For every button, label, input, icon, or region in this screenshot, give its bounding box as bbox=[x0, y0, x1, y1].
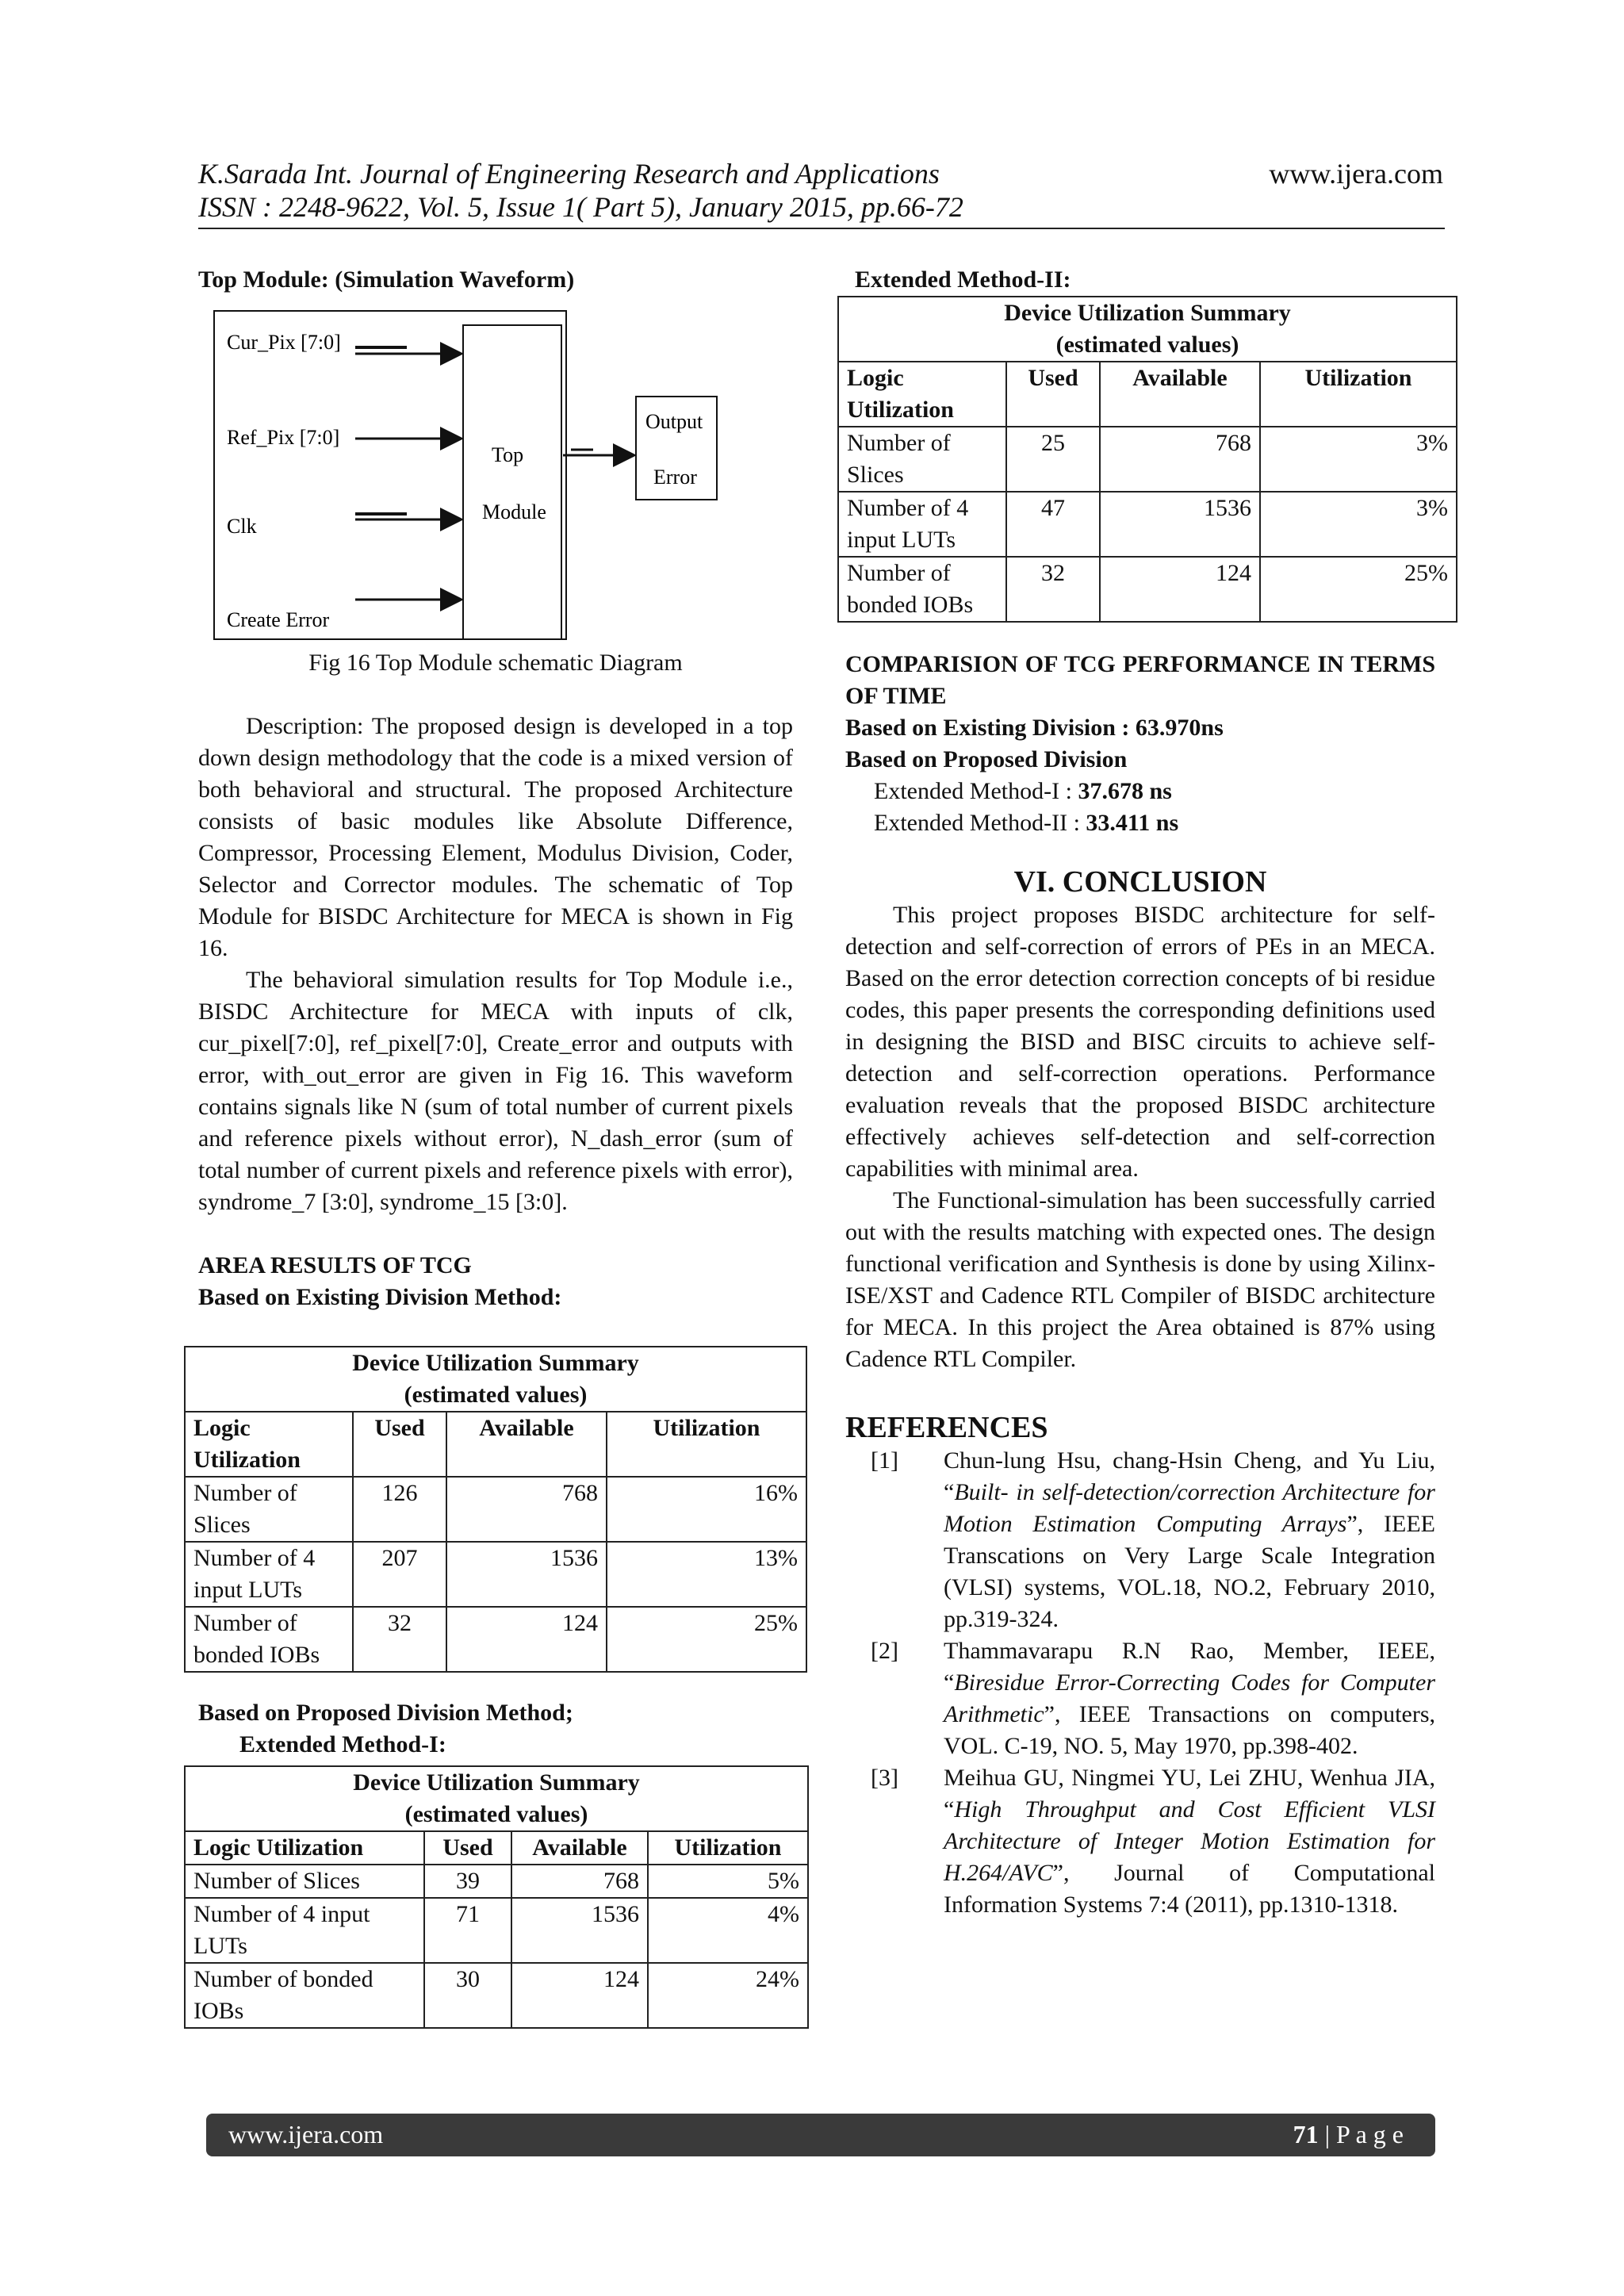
table-caption-line1: Device Utilization Summary bbox=[1004, 300, 1291, 326]
table-caption bbox=[185, 1347, 806, 1412]
table-cell: Number of Slices bbox=[838, 427, 1006, 492]
table-cell: 16% bbox=[607, 1477, 806, 1542]
module-label-module: Module bbox=[482, 500, 546, 523]
fig-caption: Fig 16 Top Module schematic Diagram bbox=[308, 650, 683, 676]
table-cell: 124 bbox=[446, 1607, 607, 1672]
table-caption bbox=[185, 1766, 808, 1831]
table-existing-division bbox=[184, 1346, 807, 1673]
conclusion-paragraph-1: This project proposes BISDC architecture for self-detection and self-correction of errors of PEs in an MECA. Based on the error detection correction concepts of bi residue codes, this paper presents the corresponding definitions used in designing the BISD and BISC circuits to achieve self-detection and self-correction operations. Performance evaluation reveals that the proposed BISDC architecture effectively achieves self-detection and self-correction capabilities with minimal area. bbox=[845, 902, 1435, 1182]
reference-number: [2] bbox=[871, 1638, 898, 1664]
reference-authors: Chun-lung Hsu, chang-Hsin Cheng, and Yu Liu, “ bbox=[944, 1447, 1435, 1505]
reference-item bbox=[845, 1762, 1435, 1921]
table-cell: 25% bbox=[607, 1607, 806, 1672]
right-body bbox=[845, 649, 1435, 1921]
reference-number: [3] bbox=[871, 1765, 898, 1791]
table-cell: 126 bbox=[353, 1477, 446, 1542]
table-cell: Number of 4 input LUTs bbox=[838, 492, 1006, 557]
reference-details: ”, IEEE Transactions on computers, VOL. C-19, NO. 5, May 1970, pp.398-402. bbox=[944, 1701, 1435, 1759]
table-cell: 768 bbox=[1100, 427, 1260, 492]
header-line2: ISSN : 2248-9622, Vol. 5, Issue 1( Part 5), January 2015, pp.66-72 bbox=[198, 191, 963, 223]
header-cell: Available bbox=[1100, 362, 1260, 427]
reference-authors: Meihua GU, Ningmei YU, Lei ZHU, Wenhua JIA, “ bbox=[944, 1765, 1435, 1823]
extended-method-2-label: Extended Method-II : bbox=[874, 810, 1086, 836]
module-label-top: Top bbox=[492, 443, 524, 466]
table-cell: 124 bbox=[1100, 557, 1260, 622]
conclusion-title: VI. CONCLUSION bbox=[1013, 865, 1267, 899]
table-row bbox=[185, 1963, 808, 2028]
table-cell: 3% bbox=[1260, 427, 1457, 492]
page-label: | P a g e bbox=[1318, 2120, 1404, 2148]
existing-division-title: Based on Existing Division Method: bbox=[198, 1284, 562, 1310]
table-cell: Number of 4 input LUTs bbox=[185, 1542, 353, 1607]
table-cell: 32 bbox=[1006, 557, 1100, 622]
extended-method-1-label: Extended Method-I : bbox=[874, 778, 1078, 804]
existing-division-time: Based on Existing Division : 63.970ns bbox=[845, 715, 1224, 741]
table-cell: 47 bbox=[1006, 492, 1100, 557]
output-label: Output bbox=[645, 410, 703, 433]
header-cell: Logic Utilization bbox=[838, 362, 1006, 427]
error-label: Error bbox=[653, 466, 697, 489]
proposed-division-label: Based on Proposed Division bbox=[845, 746, 1128, 772]
diagram-frame bbox=[214, 311, 566, 639]
table-cell: 5% bbox=[648, 1865, 808, 1898]
extended-method-2-title: Extended Method-II: bbox=[855, 266, 1071, 293]
table-extended-method-2 bbox=[837, 296, 1457, 623]
input-label-cur-pix: Cur_Pix [7:0] bbox=[227, 331, 341, 354]
table-cell: 1536 bbox=[511, 1898, 648, 1963]
extended-method-1-value: 37.678 ns bbox=[1078, 778, 1172, 804]
left-body bbox=[198, 647, 793, 1313]
top-module-schematic bbox=[213, 309, 728, 642]
reference-title: Built- in self-detection/correction Architecture for Motion Estimation Computing Arrays bbox=[944, 1479, 1435, 1537]
table-cell: Number of Slices bbox=[185, 1477, 353, 1542]
table-caption-line2: (estimated values) bbox=[404, 1801, 588, 1827]
table-caption-line1: Device Utilization Summary bbox=[353, 1769, 640, 1796]
header-cell: Available bbox=[511, 1831, 648, 1865]
table-cell: 4% bbox=[648, 1898, 808, 1963]
table-cell: 25 bbox=[1006, 427, 1100, 492]
table-row bbox=[838, 557, 1457, 622]
table-row bbox=[185, 1607, 806, 1672]
table-caption-line1: Device Utilization Summary bbox=[352, 1350, 639, 1376]
table-caption-row bbox=[185, 1347, 806, 1412]
reference-authors: Thammavarapu R.N Rao, Member, IEEE, “ bbox=[944, 1638, 1435, 1696]
table-caption bbox=[838, 297, 1457, 362]
header-cell: Logic Utilization bbox=[185, 1412, 353, 1477]
table-cell: 1536 bbox=[446, 1542, 607, 1607]
reference-item bbox=[845, 1445, 1435, 1635]
table-row bbox=[185, 1898, 808, 1963]
extended-method-1-title: Extended Method-I: bbox=[239, 1731, 446, 1757]
left-column bbox=[198, 264, 793, 296]
top-module-title: Top Module: (Simulation Waveform) bbox=[198, 266, 575, 293]
table-cell: 25% bbox=[1260, 557, 1457, 622]
table-cell: Number of Slices bbox=[185, 1865, 424, 1898]
table-cell: 24% bbox=[648, 1963, 808, 2028]
table-cell: 39 bbox=[424, 1865, 511, 1898]
header-line1: K.Sarada Int. Journal of Engineering Research and Applications bbox=[198, 158, 940, 190]
table-header-row bbox=[185, 1831, 808, 1865]
reference-details: ”, IEEE Transcations on Very Large Scale Integration (VLSI) systems, VOL.18, NO.2, February 2010, pp.319-324. bbox=[944, 1511, 1436, 1632]
table-row bbox=[838, 492, 1457, 557]
page-number-value: 71 bbox=[1293, 2120, 1319, 2148]
table-cell: 768 bbox=[511, 1865, 648, 1898]
proposed-division-title: Based on Proposed Division Method; bbox=[198, 1700, 573, 1726]
header-cell: Available bbox=[446, 1412, 607, 1477]
table-row bbox=[185, 1865, 808, 1898]
table-caption-row bbox=[185, 1766, 808, 1831]
table-cell: 124 bbox=[511, 1963, 648, 2028]
comparison-title: COMPARISION OF TCG PERFORMANCE IN TERMS OF TIME bbox=[845, 651, 1435, 709]
table-cell: 207 bbox=[353, 1542, 446, 1607]
description-paragraph: Description: The proposed design is developed in a top down design methodology that the code is a mixed version of both behavioral and structural. The proposed Architecture consists of basic modules like Absolute Difference, Compressor, Processing Element, Modulus Division, Coder, Selector and Corrector modules. The schematic of Top Module for BISDC Architecture for MECA is shown in Fig 16. bbox=[198, 713, 793, 961]
extended-method-2-time bbox=[845, 807, 1435, 839]
table-cell: 3% bbox=[1260, 492, 1457, 557]
table-cell: Number of bonded IOBs bbox=[838, 557, 1006, 622]
reference-title: High Throughput and Cost Efficient VLSI Architecture of Integer Motion Estimation for H.264/AVC bbox=[944, 1796, 1435, 1886]
references-title: REFERENCES bbox=[845, 1411, 1048, 1444]
table-cell: Number of bonded IOBs bbox=[185, 1963, 424, 2028]
table-row bbox=[185, 1542, 806, 1607]
area-results-title: AREA RESULTS OF TCG bbox=[198, 1252, 472, 1278]
journal-header bbox=[198, 157, 1443, 224]
reference-number: [1] bbox=[871, 1447, 898, 1474]
table-cell: 32 bbox=[353, 1607, 446, 1672]
top-module-box bbox=[463, 325, 561, 639]
table-cell: 1536 bbox=[1100, 492, 1260, 557]
header-cell: Used bbox=[1006, 362, 1100, 427]
table-row bbox=[185, 1477, 806, 1542]
header-website: www.ijera.com bbox=[1269, 158, 1443, 190]
table-caption-line2: (estimated values) bbox=[404, 1382, 588, 1408]
extended-method-2-heading bbox=[855, 264, 1457, 296]
header-cell: Utilization bbox=[1260, 362, 1457, 427]
page-number bbox=[1293, 2120, 1404, 2149]
table-header-row bbox=[185, 1412, 806, 1477]
header-cell: Used bbox=[353, 1412, 446, 1477]
proposed-division-titles bbox=[198, 1697, 793, 1761]
table-cell: 71 bbox=[424, 1898, 511, 1963]
table-caption-row bbox=[838, 297, 1457, 362]
reference-details: ”, Journal of Computational Information Systems 7:4 (2011), pp.1310-1318. bbox=[944, 1860, 1435, 1918]
input-label-clk: Clk bbox=[227, 515, 257, 538]
table-cell: 13% bbox=[607, 1542, 806, 1607]
extended-method-1-time bbox=[845, 776, 1435, 807]
table-header-row bbox=[838, 362, 1457, 427]
table-cell: Number of bonded IOBs bbox=[185, 1607, 353, 1672]
conclusion-paragraph-2: The Functional-simulation has been successfully carried out with the results matching with expected ones. The design functional verification and Synthesis is done by using Xilinx-ISE/XST and Cadence RTL Compiler of BISDC architecture for MECA. In this project the Area obtained is 87% using Cadence RTL Compiler. bbox=[845, 1187, 1435, 1372]
table-extended-method-1 bbox=[184, 1765, 809, 2029]
reference-title: Biresidue Error-Correcting Codes for Computer Arithmetic bbox=[944, 1669, 1435, 1727]
header-cell: Used bbox=[424, 1831, 511, 1865]
header-cell: Utilization bbox=[607, 1412, 806, 1477]
header-cell: Logic Utilization bbox=[185, 1831, 424, 1865]
table-caption-line2: (estimated values) bbox=[1055, 332, 1239, 358]
table-row bbox=[838, 427, 1457, 492]
page-footer bbox=[206, 2114, 1435, 2156]
input-label-create-error: Create Error bbox=[227, 608, 330, 631]
footer-website[interactable]: www.ijera.com bbox=[228, 2120, 384, 2148]
input-label-ref-pix: Ref_Pix [7:0] bbox=[227, 426, 340, 449]
table-cell: 768 bbox=[446, 1477, 607, 1542]
simulation-paragraph: The behavioral simulation results for Top Module i.e., BISDC Architecture for MECA with inputs of clk, cur_pixel[7:0], ref_pixel[7:0], Create_error and outputs with error, with_out_error are given in Fig 16. This waveform contains signals like N (sum of total number of current pixels and reference pixels without error), N_dash_error (sum of total number of current pixels and reference pixels with error), syndrome_7 [3:0], syndrome_15 [3:0]. bbox=[198, 967, 793, 1215]
table-cell: 30 bbox=[424, 1963, 511, 2028]
reference-item bbox=[845, 1635, 1435, 1762]
header-rule bbox=[198, 228, 1445, 229]
header-cell: Utilization bbox=[648, 1831, 808, 1865]
table-cell: Number of 4 input LUTs bbox=[185, 1898, 424, 1963]
extended-method-2-value: 33.411 ns bbox=[1086, 810, 1179, 836]
